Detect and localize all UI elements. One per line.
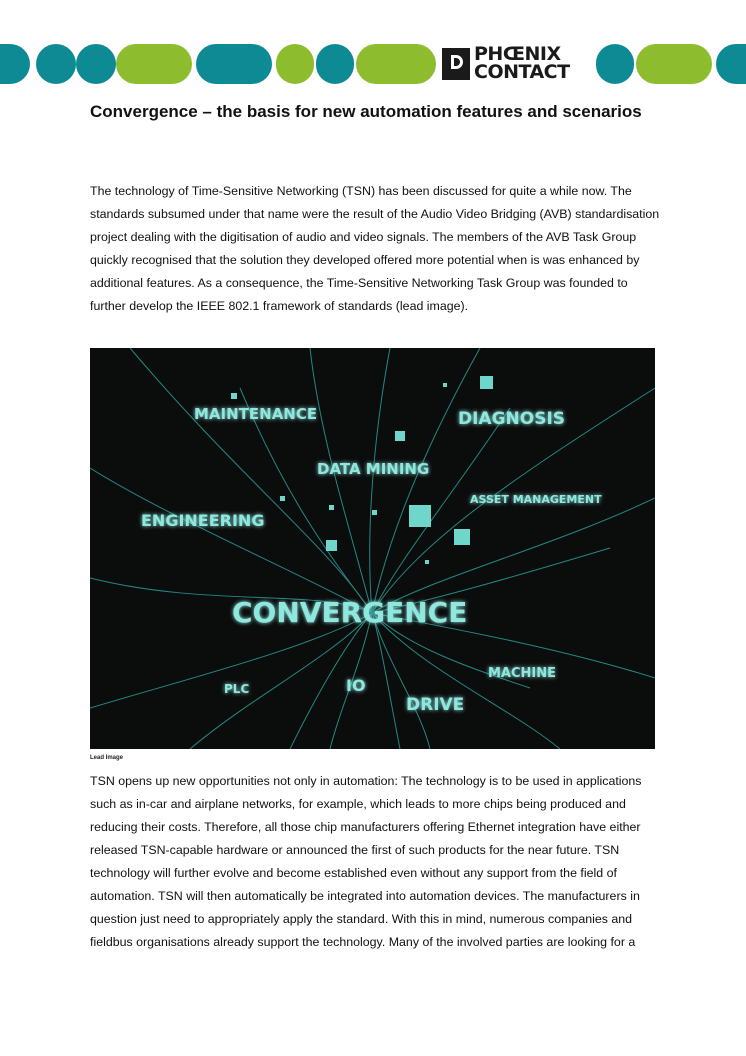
label-convergence: CONVERGENCE [232, 596, 468, 629]
label-io: IO [346, 676, 366, 695]
paragraph-1: The technology of Time-Sensitive Networking (TSN) has been discussed for quite a while now. The standards subsumed under that name were the result of the Audio Video Bridging (AVB) standardisation project dealing with the digitisation of audio and video signals. The members of the AVB Task Group quickly recognised that the solution they developed offered more potential when is was enhanced by additional features. As a consequence, the Time-Sensitive Networking Task Group was founded to further develop the IEEE 802.1 framework of standards (lead image). [90, 184, 660, 313]
logo-line-2: CONTACT [474, 61, 570, 83]
header-pill [356, 44, 436, 84]
paragraph-2: TSN opens up new opportunities not only in automation: The technology is to be used in applications such as in-car and airplane networks, for example, which leads to more chips being produced and reducing their costs. Therefore, all those chip manufacturers offering Ethernet integration have either released TSN-capable hardware or announced the first of such products for the near future. TSN technology will further evolve and become established even without any support from the field of automation. TSN will then automatically be integrated into automation devices. The manufacturers in question just need to appropriately apply the standard. With this in mind, numerous companies and fieldbus organisations already support the technology. Many of the involved parties are looking for a [90, 774, 642, 949]
header-pill [36, 44, 76, 84]
label-engineering: ENGINEERING [141, 511, 265, 530]
label-plc: PLC [224, 682, 250, 696]
label-asset-management: ASSET MANAGEMENT [470, 493, 602, 506]
header-pill [636, 44, 712, 84]
network-lines [90, 348, 655, 749]
header-pill [276, 44, 314, 84]
label-data-mining: DATA MINING [317, 460, 430, 478]
label-diagnosis: DIAGNOSIS [458, 409, 566, 429]
label-drive: DRIVE [406, 695, 465, 715]
header-pill [196, 44, 272, 84]
label-maintenance: MAINTENANCE [194, 405, 318, 423]
header-pill [316, 44, 354, 84]
header-pill [76, 44, 116, 84]
header-pill [0, 44, 30, 84]
header-band [0, 44, 746, 84]
header-pill [596, 44, 634, 84]
header-pill [716, 44, 746, 84]
article-title: Convergence – the basis for new automation features and scenarios [90, 102, 642, 121]
logo-text [474, 45, 570, 81]
logo-line-1: PHŒNIX [474, 43, 561, 65]
lead-image-graphic [90, 348, 655, 749]
header-pill [116, 44, 192, 84]
image-caption: Lead Image [90, 755, 124, 761]
logo-mark-icon [442, 48, 470, 80]
label-machine: MACHINE [488, 666, 557, 681]
phoenix-contact-logo [442, 44, 592, 84]
lead-image [90, 348, 655, 749]
image-labels [141, 405, 602, 715]
